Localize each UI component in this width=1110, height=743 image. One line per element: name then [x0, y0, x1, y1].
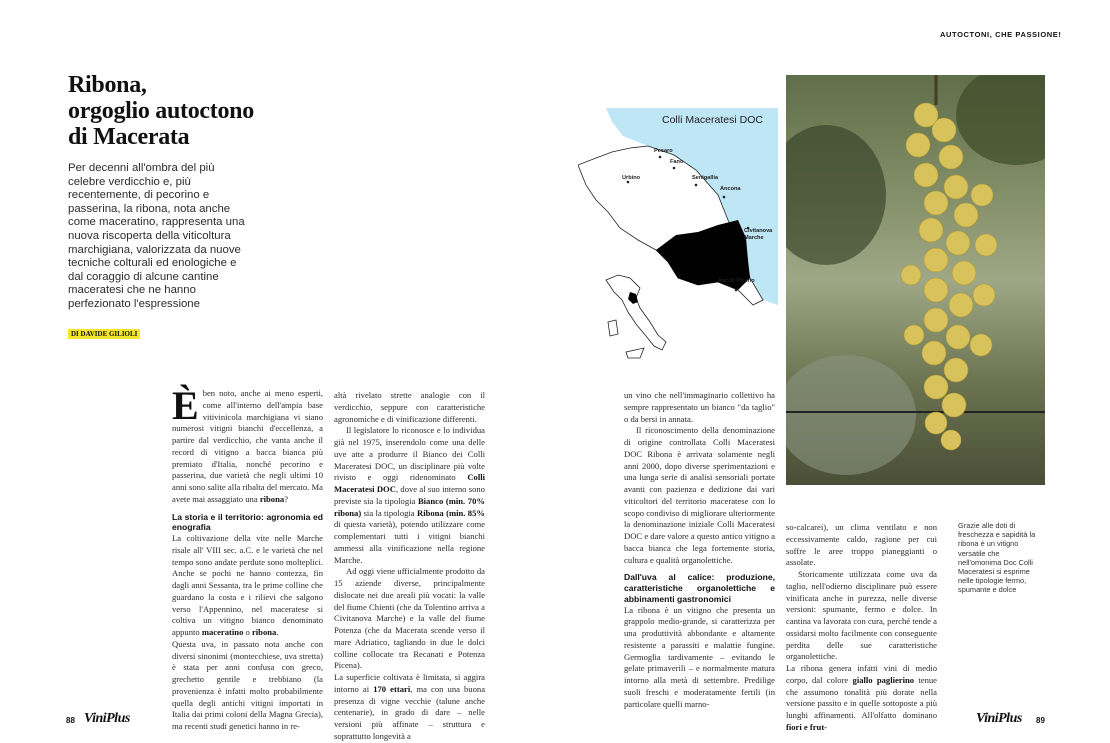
paragraph: La superficie coltivata è limitata, si aggira intorno ai — [334, 672, 485, 694]
paragraph: , ma con una buona presenza di vigne vecchie (talune anche centenarie), in grado di dare – nelle versioni più affinate – struttura e soprattutto longevità a — [334, 683, 486, 741]
grapes-photo — [786, 75, 1045, 485]
map-label: Pesaro — [654, 148, 673, 154]
title-line: di Macerata — [68, 124, 190, 150]
paragraph: un vino che nell'immaginario collettivo ha sempre rappresentato un bianco "da taglio" o da bersi in annata. — [624, 390, 775, 424]
map-label: Civitanova Marche — [744, 228, 773, 241]
paragraph: altà rivelato strette analogie con il verdicchio, seppure con caratteristiche agronomiche e di vinificazione differenti. — [334, 390, 485, 424]
brand-logo-right: ViniPlus — [976, 711, 1022, 726]
subheading: La storia e il territorio: agronomia ed enografia — [172, 511, 323, 533]
bold-text: ribona — [259, 493, 285, 504]
map-label: Ancona — [720, 186, 741, 192]
text-column — [786, 522, 937, 734]
map-label: Fano — [670, 159, 684, 165]
text-column — [334, 390, 485, 743]
map-label: Senigallia — [692, 175, 719, 181]
bold-text: Ribona (min. 85% — [416, 507, 485, 518]
bold-text: giallo paglierino — [852, 674, 915, 685]
article-title — [68, 72, 254, 150]
page-number-left: 88 — [66, 716, 75, 725]
article-intro: Per decenni all'ombra del più celebre verdicchio e, più recentemente, di pecorino e passerina, la ribona, nota anche come maceratino, rappresenta una nuova riscoperta della viticoltura marchigiana, valorizzata da nuove tecniche colturali ed enologiche e dal coraggio di alcune cantine maceratesi che ne hanno perfezionato l'espressione — [68, 162, 245, 310]
map-label: Ascoli Piceno — [718, 278, 755, 284]
paragraph: sia la tipologia — [361, 507, 417, 518]
bold-text: ribona — [251, 627, 277, 638]
title-line: Ribona, — [68, 72, 147, 98]
paragraph: Storicamente utilizzata come uva da taglio, nell'odierno disciplinare può essere vinificata anche in purezza, nelle diverse versioni: spumante, fermo e dolce. In cantina va lavorata con cura, perché tende a ossidarsi molto facilmente con conseguente perdita delle sue caratteristiche organolettiche. — [786, 569, 937, 662]
paragraph: ? — [284, 493, 289, 504]
paragraph: so-calcarei), un clima ventilato e non eccessivamente caldo, ragione per cui soffre le aree troppo pianeggianti o assolate. — [786, 522, 937, 568]
text-column — [172, 383, 323, 733]
paragraph: La coltivazione della vite nelle Marche risale all' VIII sec. a.C. e le varietà che nel tempo sono andate perdute sono molteplici. Anche se pochi ne hanno contezza, fin dagli anni Sessanta, tra le prime colline che guardano la costa e i rilievi che salgono verso l'Appennino, nel maceratese si coltiva un vitigno bianco denominato appunto — [172, 533, 323, 638]
bold-text: maceratino — [201, 627, 244, 638]
paragraph: di questa varietà), potendo utilizzare come complementari tutti i vitigni bianchi ammessi alla vinificazione nella regione Marche. — [334, 519, 485, 565]
italy-inset — [606, 275, 666, 358]
title-line: orgoglio autoctono — [68, 98, 254, 124]
paragraph: Questa uva, in passato nota anche con diversi sinonimi (montecchiese, uva stretta) è stata per anni confusa con greco, grechetto gentile e trebbiano (la provenienza è infatti molto probabilmente quella degli antichi vitigni importati in Italia dai primi coloni della Magna Grecia), ma recenti studi genetici hanno in re- — [172, 638, 323, 732]
bold-text: Bianco (min. 70% ribona) — [334, 495, 485, 518]
map-label: Urbino — [622, 175, 641, 181]
paragraph: La ribona genera infatti vini di medio corpo, dal colore — [786, 663, 937, 685]
bold-text: Colli Maceratesi DOC — [334, 472, 485, 494]
bold-text: 170 ettari — [373, 683, 411, 694]
paragraph: Ad oggi viene ufficialmente prodotto da 15 aziende diverse, principalmente dislocate nei due areali più vocati: la valle del fiume Chienti (che da Tolentino arriva a Civitanova Marche) e la valle del fiume Potenza (che da Macerata scende verso il mare Adriatico, tagliando in due le dolci colline collocate tra Recanati e Potenza Picena). — [334, 566, 485, 671]
paragraph: ben noto, anche ai meno esperti, come all'interno dell'ampia base vitivinicola marchigiana vi siano numerosi vitigni bianchi d'eccellenza, a partire dal verdicchio, che vanta anche il record di vitigno a bacca bianca più premiato d'Italia, nonché pecorino e passerina, due varietà che negli ultimi 10 anni sono salite alla ribalta del mercato. Ma avete mai assaggiato una — [172, 388, 323, 504]
text-column — [624, 390, 775, 710]
paragraph: Il riconoscimento della denominazione di origine controllata Colli Maceratesi DOC Ribona è arrivata solamente negli anni 2000, dopo diverse sperimentazioni e una lunga serie di analisi sensoriali portate avanti con pazienza e dedizione dai vari viticoltori del territorio maceratese con lo scopo condiviso di migliorare ulteriormente la denominazione iniziale Colli Maceratesi DOC e dare valore a questo antico vitigno a bacca bianca che lega fortemente storia, cultura e qualità organolettiche. — [624, 425, 775, 565]
section-header: AUTOCTONI, CHE PASSIONE! — [940, 30, 1062, 39]
paragraph: tenue che assumono tonalità più dorate nella versione passito e in quelle sottoposte a più lunghi affinamenti. All'olfatto dominano — [786, 674, 937, 720]
paragraph: . — [276, 627, 279, 638]
paragraph: o — [243, 627, 252, 638]
brand-logo-left: ViniPlus — [84, 711, 130, 726]
map-title: Colli Maceratesi DOC — [662, 114, 763, 126]
paragraph: , dove al suo interno sono previste sia la tipologia — [334, 484, 485, 506]
page-number-right: 89 — [1036, 716, 1045, 725]
doc-map — [578, 100, 778, 362]
photo-caption: Grazie alle doti di freschezza e sapidità la ribona è un vitigno versatile che nell'omonima Doc Colli Maceratesi si esprime nelle tipologie fermo, spumante e dolce — [958, 521, 1036, 595]
paragraph: Il legislatore lo riconosce e lo individua già nel 1975, inserendolo come una delle uve atte a produrre il Bianco dei Colli Maceratesi DOC, un disciplinare più volte rivisto e oggi ridenominato — [334, 425, 485, 483]
bold-text: fiori e frut- — [786, 721, 828, 732]
drop-cap: È — [172, 383, 199, 428]
paragraph: La ribona è un vitigno che presenta un grappolo medio-grande, si caratterizza per una produttività abbondante e altamente resistente a parassiti e malattie fungine. Germoglia tardivamente – evitando le gelate primaverili – e normalmente matura intorno alla metà di settembre. Predilige suoli freschi e moderatamente fertili (in particolare quelli marno- — [624, 604, 775, 709]
byline: DI DAVIDE GILIOLI — [68, 329, 140, 339]
grapes-graphic — [786, 75, 1045, 485]
subheading: Dall'uva al calice: produzione, caratteristiche organolettiche e abbinamenti gastronomici — [624, 572, 775, 604]
